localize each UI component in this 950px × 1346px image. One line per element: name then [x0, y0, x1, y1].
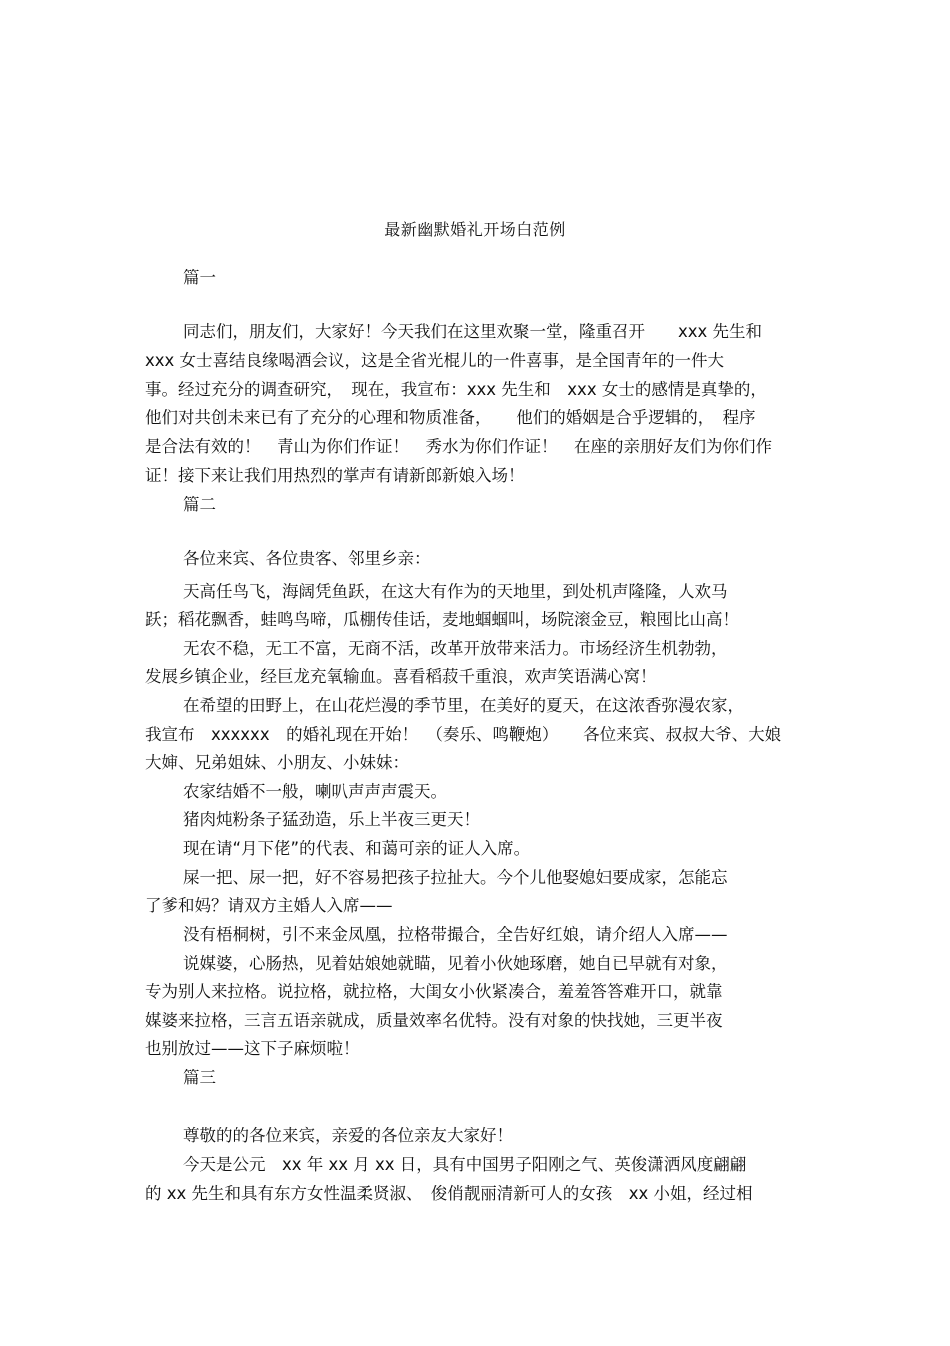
paragraph-line: 了爹和妈？请双方主婚人入席—— [145, 896, 393, 915]
paragraph-line: 今天是公元 xx 年 xx 月 xx 日，具有中国男子阳刚之气、英俊潇洒风度翩翩 [183, 1155, 747, 1174]
paragraph-line: 天高任鸟飞，海阔凭鱼跃，在这大有作为的天地里，到处机声隆隆，人欢马 [183, 582, 728, 601]
paragraph-line: 事。经过充分的调查研究， 现在，我宣布：xxx 先生和 xxx 女士的感情是真挚的， [145, 380, 767, 399]
paragraph-line: 他们对共创未来已有了充分的心理和物质准备， 他们的婚姻是合乎逻辑的， 程序 [145, 408, 756, 427]
section-heading-2: 篇二 [183, 495, 216, 514]
paragraph-line: 屎一把、尿一把，好不容易把孩子拉扯大。今个儿他娶媳妇要成家，怎能忘 [183, 868, 728, 887]
paragraph-line: 现在请“月下佬”的代表、和蔼可亲的证人入席。 [183, 839, 531, 858]
section-heading-3: 篇三 [183, 1068, 216, 1087]
paragraph-line: 农家结婚不一般，喇叭声声声震天。 [183, 782, 447, 801]
paragraph-line: 专为别人来拉格。说拉格，就拉格，大闺女小伙紧凑合，羞羞答答难开口，就靠 [145, 982, 723, 1001]
paragraph-line: 的 xx 先生和具有东方女性温柔贤淑、 俊俏靓丽清新可人的女孩 xx 小姐，经过相 [145, 1184, 753, 1203]
paragraph-line: 同志们，朋友们，大家好！今天我们在这里欢聚一堂，隆重召开 xxx 先生和 [183, 322, 763, 341]
section-heading-1: 篇一 [183, 268, 216, 287]
page-title: 最新幽默婚礼开场白范例 [384, 220, 566, 239]
paragraph-line: 是合法有效的！ 青山为你们作证！ 秀水为你们作证！ 在座的亲朋好友们为你们作 [145, 437, 772, 456]
paragraph-line: 我宣布 xxxxxx 的婚礼现在开始！ （奏乐、鸣鞭炮） 各位来宾、叔叔大爷、大娘 [145, 725, 782, 744]
paragraph-line: 在希望的田野上，在山花烂漫的季节里，在美好的夏天，在这浓香弥漫农家， [183, 696, 744, 715]
paragraph-line: 发展乡镇企业，经巨龙充氧输血。喜看稻菽千重浪，欢声笑语满心窝！ [145, 667, 657, 686]
paragraph-line: 猪肉炖粉条子猛劲造，乐上半夜三更天！ [183, 810, 480, 829]
paragraph-line: 证！接下来让我们用热烈的掌声有请新郎新娘入场！ [145, 466, 525, 485]
paragraph-line: 各位来宾、各位贵客、邻里乡亲： [183, 549, 431, 568]
paragraph-line: xxx 女士喜结良缘喝酒会议，这是全省光棍儿的一件喜事，是全国青年的一件大 [145, 351, 725, 370]
paragraph-line: 跃；稻花飘香，蛙鸣鸟啼，瓜棚传佳话，麦地蝈蝈叫，场院滚金豆，粮囤比山高！ [145, 610, 739, 629]
paragraph-line: 大婶、兄弟姐妹、小朋友、小妹妹： [145, 753, 409, 772]
paragraph-line: 无农不稳，无工不富，无商不活，改革开放带来活力。市场经济生机勃勃， [183, 639, 728, 658]
paragraph-line: 没有梧桐树，引不来金凤凰，拉格带撮合，全告好红娘，请介绍人入席—— [183, 925, 728, 944]
paragraph-line: 说媒婆，心肠热，见着姑娘她就瞄，见着小伙她琢磨，她自已早就有对象， [183, 954, 728, 973]
paragraph-line: 也别放过——这下子麻烦啦！ [145, 1039, 360, 1058]
paragraph-line: 尊敬的的各位来宾，亲爱的各位亲友大家好！ [183, 1126, 513, 1145]
paragraph-line: 媒婆来拉格，三言五语亲就成，质量效率名优特。没有对象的快找她，三更半夜 [145, 1011, 723, 1030]
